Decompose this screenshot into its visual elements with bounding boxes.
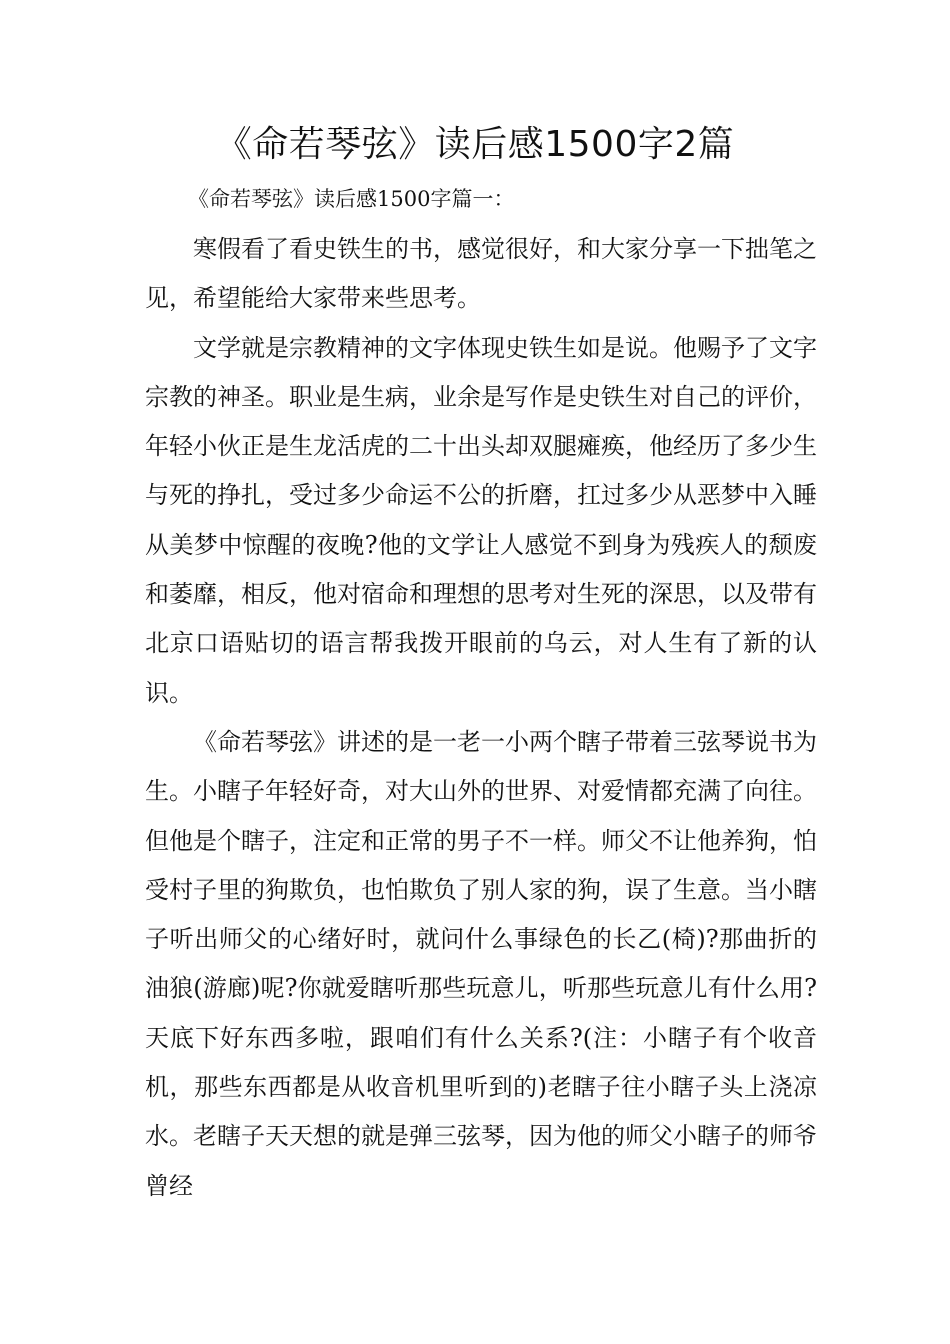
paragraph-2: 文学就是宗教精神的文字体现史铁生如是说。他赐予了文字宗教的神圣。职业是生病，业余是写作是史铁生对自己的评价，年轻小伙正是生龙活虎的二十出头却双腿瘫痪，他经历了多少生与死的挣扎，受过多少命运不公的折磨，扛过多少从恶梦中入睡从美梦中惊醒的夜晚?他的文学让人感觉不到身为残疾人的颓废和萎靡，相反，他对宿命和理想的思考对生死的深思，以及带有北京口语贴切的语言帮我拨开眼前的乌云，对人生有了新的认识。 xyxy=(145,333,817,707)
section-heading: 《命若琴弦》读后感1500字篇一： xyxy=(188,187,515,211)
paragraph-1: 寒假看了看史铁生的书，感觉很好，和大家分享一下拙笔之见，希望能给大家带来些思考。 xyxy=(145,235,817,313)
document-title: 《命若琴弦》读后感1500字2篇 xyxy=(215,124,735,165)
paragraph-3: 《命若琴弦》讲述的是一老一小两个瞎子带着三弦琴说书为生。小瞎子年轻好奇，对大山外的世界、对爱情都充满了向往。但他是个瞎子，注定和正常的男子不一样。师父不让他养狗，怕受村子里的狗欺负，也怕欺负了别人家的狗，误了生意。当小瞎子听出师父的心绪好时，就问什么事绿色的长乙(椅)?那曲折的油狼(游廊)呢?你就爱瞎听那些玩意儿，听那些玩意儿有什么用?天底下好东西多啦，跟咱们有什么关系?(注：小瞎子有个收音机，那些东西都是从收音机里听到的)老瞎子往小瞎子头上浇凉水。老瞎子天天想的就是弹三弦琴，因为他的师父小瞎子的师爷曾经 xyxy=(145,727,817,1200)
document-body xyxy=(145,225,817,1211)
